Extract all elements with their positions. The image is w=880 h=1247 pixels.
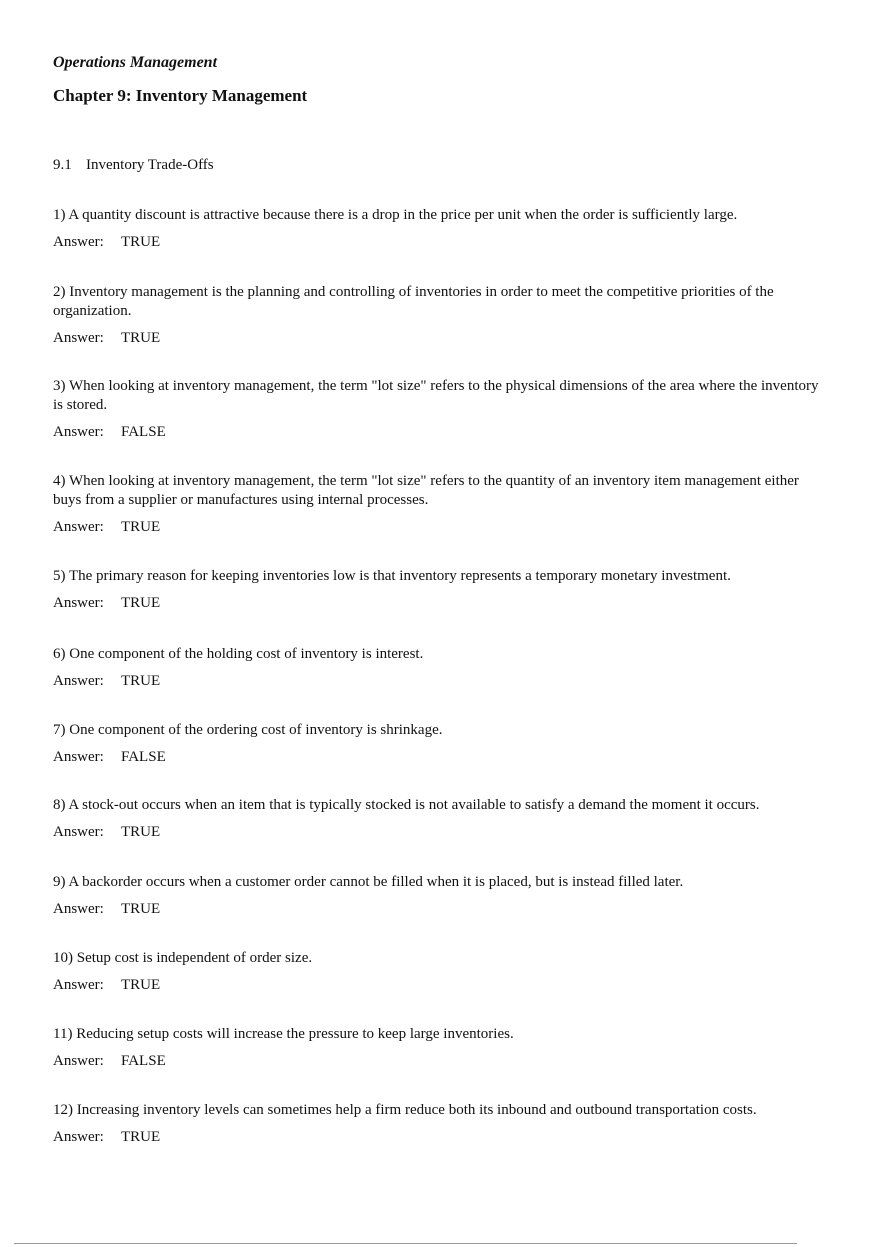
course-title: Operations Management bbox=[53, 54, 218, 71]
answer-label: Answer: bbox=[53, 1129, 104, 1145]
question-text: 6) One component of the holding cost of inventory is interest. bbox=[53, 646, 424, 662]
question-5 bbox=[53, 567, 828, 613]
question-text: 11) Reducing setup costs will increase the pressure to keep large inventories. bbox=[53, 1026, 514, 1042]
question-text: 2) Inventory management is the planning and controlling of inventories in order to meet the competitive priorities of the organization. bbox=[53, 284, 774, 319]
question-text: 9) A backorder occurs when a customer order cannot be filled when it is placed, but is instead filled later. bbox=[53, 874, 684, 890]
question-text: 5) The primary reason for keeping inventories low is that inventory represents a temporary monetary investment. bbox=[53, 568, 731, 584]
section-heading bbox=[53, 155, 214, 175]
question-8 bbox=[53, 796, 828, 842]
answer-value: TRUE bbox=[121, 977, 161, 993]
answer-value: TRUE bbox=[121, 1129, 161, 1145]
question-text: 10) Setup cost is independent of order size. bbox=[53, 950, 313, 966]
question-answer bbox=[53, 233, 828, 252]
answer-label: Answer: bbox=[53, 673, 104, 689]
question-answer bbox=[53, 672, 828, 691]
question-answer bbox=[53, 823, 828, 842]
question-2 bbox=[53, 283, 828, 348]
answer-value: TRUE bbox=[121, 673, 161, 689]
answer-label: Answer: bbox=[53, 519, 104, 535]
question-answer bbox=[53, 329, 828, 348]
chapter-title: Chapter 9: Inventory Management bbox=[53, 86, 308, 105]
answer-label: Answer: bbox=[53, 901, 104, 917]
answer-label: Answer: bbox=[53, 234, 104, 250]
question-text: 7) One component of the ordering cost of inventory is shrinkage. bbox=[53, 722, 443, 738]
answer-label: Answer: bbox=[53, 330, 104, 346]
question-answer bbox=[53, 900, 828, 919]
question-6 bbox=[53, 645, 828, 691]
answer-value: TRUE bbox=[121, 595, 161, 611]
question-9 bbox=[53, 873, 828, 919]
question-answer bbox=[53, 1128, 828, 1147]
answer-value: TRUE bbox=[121, 234, 161, 250]
answer-value: TRUE bbox=[121, 519, 161, 535]
question-answer bbox=[53, 748, 828, 767]
section-title: Inventory Trade-Offs bbox=[86, 157, 214, 173]
question-text: 12) Increasing inventory levels can sometimes help a firm reduce both its inbound and outbound transportation costs. bbox=[53, 1102, 757, 1118]
question-answer bbox=[53, 594, 828, 613]
answer-label: Answer: bbox=[53, 749, 104, 765]
answer-value: TRUE bbox=[121, 824, 161, 840]
question-text: 8) A stock-out occurs when an item that is typically stocked is not available to satisfy a demand the moment it occurs. bbox=[53, 797, 760, 813]
answer-label: Answer: bbox=[53, 977, 104, 993]
question-answer bbox=[53, 518, 828, 537]
question-answer bbox=[53, 1052, 828, 1071]
question-text: 3) When looking at inventory management, the term "lot size" refers to the physical dimensions of the area where the inventory is stored. bbox=[53, 378, 819, 413]
answer-label: Answer: bbox=[53, 1053, 104, 1069]
answer-label: Answer: bbox=[53, 824, 104, 840]
question-10 bbox=[53, 949, 828, 995]
question-text: 1) A quantity discount is attractive because there is a drop in the price per unit when the order is sufficiently large. bbox=[53, 207, 738, 223]
answer-value: FALSE bbox=[121, 424, 166, 440]
answer-label: Answer: bbox=[53, 424, 104, 440]
footer-rule bbox=[14, 1243, 797, 1244]
question-4 bbox=[53, 472, 828, 537]
section-number: 9.1 bbox=[53, 157, 72, 173]
question-12 bbox=[53, 1101, 828, 1147]
question-text: 4) When looking at inventory management, the term "lot size" refers to the quantity of an inventory item management either buys from a supplier or manufactures using internal processes. bbox=[53, 473, 799, 508]
answer-value: TRUE bbox=[121, 901, 161, 917]
question-7 bbox=[53, 721, 828, 767]
answer-value: FALSE bbox=[121, 1053, 166, 1069]
question-answer bbox=[53, 423, 828, 442]
question-answer bbox=[53, 976, 828, 995]
question-3 bbox=[53, 377, 828, 442]
answer-value: TRUE bbox=[121, 330, 161, 346]
answer-value: FALSE bbox=[121, 749, 166, 765]
answer-label: Answer: bbox=[53, 595, 104, 611]
question-1 bbox=[53, 206, 828, 252]
question-11 bbox=[53, 1025, 828, 1071]
